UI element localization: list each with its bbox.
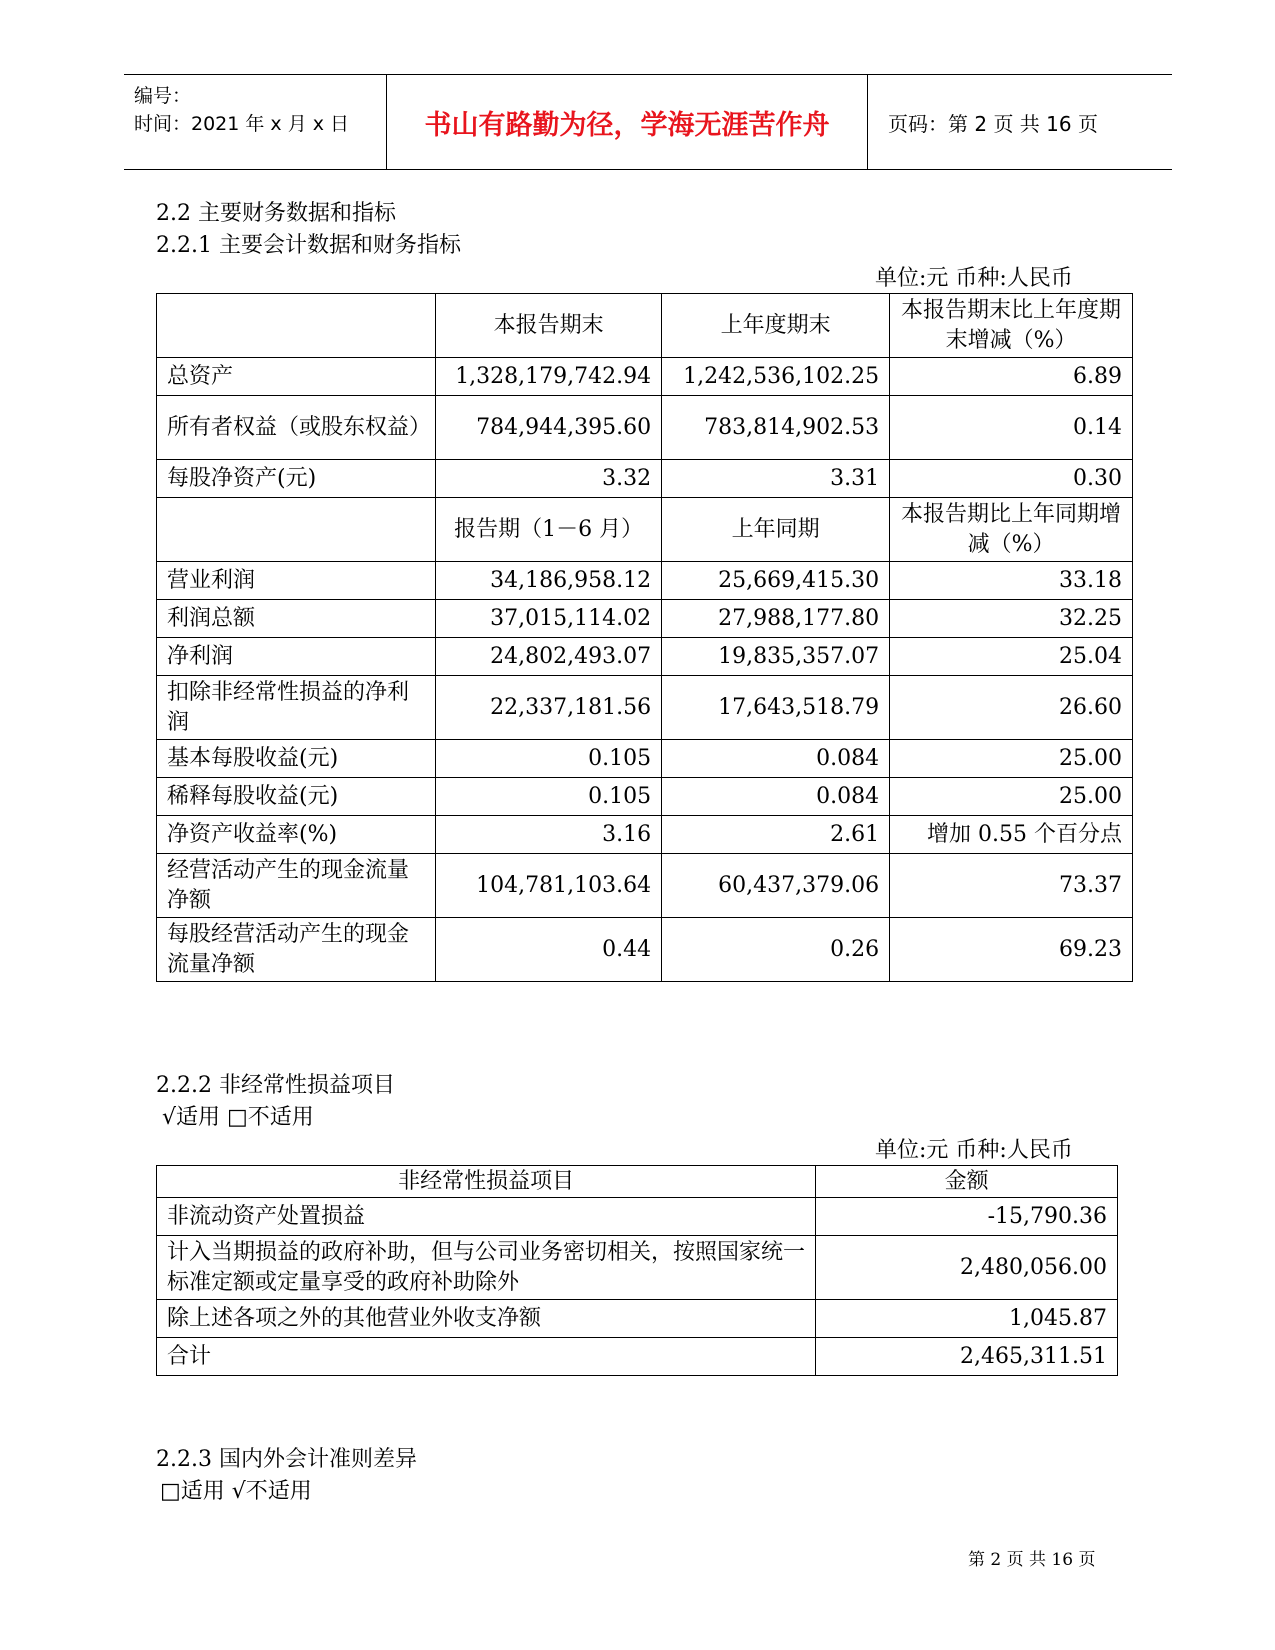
table-row xyxy=(157,638,1133,676)
applicability-2-2-2: √适用 □不适用 xyxy=(162,1105,314,1130)
value-cell: 17,643,518.79 xyxy=(662,676,890,740)
row-label-cell: 营业利润 xyxy=(157,562,436,600)
value-cell: 26.60 xyxy=(890,676,1133,740)
unit-note-1: 单位:元 币种:人民币 xyxy=(875,266,1073,291)
table-header-cell: 非经常性损益项目 xyxy=(157,1166,816,1198)
value-cell: 104,781,103.64 xyxy=(436,854,662,918)
value-cell: 0.084 xyxy=(662,740,890,778)
document-header xyxy=(124,74,1172,170)
table-header-cell: 上年度期末 xyxy=(662,294,890,358)
table-row xyxy=(157,460,1133,498)
row-label-cell: 除上述各项之外的其他营业外收支净额 xyxy=(157,1300,816,1338)
value-cell: 37,015,114.02 xyxy=(436,600,662,638)
value-cell: 19,835,357.07 xyxy=(662,638,890,676)
table-header-cell xyxy=(157,294,436,358)
table-row xyxy=(157,562,1133,600)
row-label-cell: 净资产收益率(%) xyxy=(157,816,436,854)
value-cell: 25.00 xyxy=(890,778,1133,816)
table-row xyxy=(157,396,1133,460)
table-row xyxy=(157,1236,1118,1300)
value-cell: 3.16 xyxy=(436,816,662,854)
table-header-cell: 本报告期比上年同期增减（%） xyxy=(890,498,1133,562)
row-label-cell: 基本每股收益(元) xyxy=(157,740,436,778)
table-row xyxy=(157,358,1133,396)
row-label-cell: 总资产 xyxy=(157,358,436,396)
value-cell: 34,186,958.12 xyxy=(436,562,662,600)
table-row xyxy=(157,816,1133,854)
applicability-2-2-3: □适用 √不适用 xyxy=(160,1479,312,1504)
table-header-cell: 报告期（1－6 月） xyxy=(436,498,662,562)
value-cell: 0.084 xyxy=(662,778,890,816)
header-motto: 书山有路勤为径，学海无涯苦作舟 xyxy=(387,75,868,169)
row-label-cell: 每股净资产(元) xyxy=(157,460,436,498)
row-label-cell: 所有者权益（或股东权益） xyxy=(157,396,436,460)
value-cell: 0.30 xyxy=(890,460,1133,498)
row-label-cell: 非流动资产处置损益 xyxy=(157,1198,816,1236)
value-cell: 3.31 xyxy=(662,460,890,498)
value-cell: 3.32 xyxy=(436,460,662,498)
table-row xyxy=(157,778,1133,816)
page-footer: 第 2 页 共 16 页 xyxy=(968,1550,1096,1570)
value-cell: 73.37 xyxy=(890,854,1133,918)
main-financial-table xyxy=(156,293,1133,982)
row-label-cell: 经营活动产生的现金流量净额 xyxy=(157,854,436,918)
table-row xyxy=(157,676,1133,740)
value-cell: 1,328,179,742.94 xyxy=(436,358,662,396)
row-label-cell: 净利润 xyxy=(157,638,436,676)
value-cell: 1,242,536,102.25 xyxy=(662,358,890,396)
value-cell: 33.18 xyxy=(890,562,1133,600)
doc-number-label: 编号： xyxy=(134,85,192,107)
value-cell: 1,045.87 xyxy=(816,1300,1118,1338)
table-header-row xyxy=(157,294,1133,358)
section-heading-2-2: 2.2 主要财务数据和指标 xyxy=(156,201,396,226)
table-row xyxy=(157,1338,1118,1376)
value-cell: 25.04 xyxy=(890,638,1133,676)
value-cell: 2,480,056.00 xyxy=(816,1236,1118,1300)
value-cell: 2,465,311.51 xyxy=(816,1338,1118,1376)
value-cell: 784,944,395.60 xyxy=(436,396,662,460)
table-row xyxy=(157,854,1133,918)
nonrecurring-items-table xyxy=(156,1165,1118,1376)
value-cell: 783,814,902.53 xyxy=(662,396,890,460)
value-cell: 27,988,177.80 xyxy=(662,600,890,638)
row-label-cell: 计入当期损益的政府补助，但与公司业务密切相关，按照国家统一标准定额或定量享受的政府补助除外 xyxy=(157,1236,816,1300)
table-header-cell: 本报告期末比上年度期末增减（%） xyxy=(890,294,1133,358)
section-heading-2-2-1: 2.2.1 主要会计数据和财务指标 xyxy=(156,233,461,258)
value-cell: 60,437,379.06 xyxy=(662,854,890,918)
header-page-label: 页码：第 2 页 共 16 页 xyxy=(888,111,1098,136)
table-row xyxy=(157,1198,1118,1236)
table-header-cell: 本报告期末 xyxy=(436,294,662,358)
section-heading-2-2-2: 2.2.2 非经常性损益项目 xyxy=(156,1073,395,1098)
value-cell: 0.14 xyxy=(890,396,1133,460)
value-cell: 0.44 xyxy=(436,918,662,982)
table-row xyxy=(157,918,1133,982)
table-row xyxy=(157,600,1133,638)
table-header-cell xyxy=(157,498,436,562)
value-cell: 2.61 xyxy=(662,816,890,854)
doc-time-label: 时间：2021 年 x 月 x 日 xyxy=(134,113,350,135)
row-label-cell: 合计 xyxy=(157,1338,816,1376)
table-header-row xyxy=(157,1166,1118,1198)
value-cell: -15,790.36 xyxy=(816,1198,1118,1236)
value-cell: 6.89 xyxy=(890,358,1133,396)
value-cell: 24,802,493.07 xyxy=(436,638,662,676)
table-row xyxy=(157,740,1133,778)
row-label-cell: 稀释每股收益(元) xyxy=(157,778,436,816)
value-cell: 增加 0.55 个百分点 xyxy=(890,816,1133,854)
value-cell: 0.105 xyxy=(436,740,662,778)
row-label-cell: 扣除非经常性损益的净利润 xyxy=(157,676,436,740)
value-cell: 32.25 xyxy=(890,600,1133,638)
value-cell: 25,669,415.30 xyxy=(662,562,890,600)
value-cell: 0.105 xyxy=(436,778,662,816)
section-heading-2-2-3: 2.2.3 国内外会计准则差异 xyxy=(156,1447,417,1472)
table-header-row xyxy=(157,498,1133,562)
value-cell: 69.23 xyxy=(890,918,1133,982)
table-header-cell: 上年同期 xyxy=(662,498,890,562)
table-row xyxy=(157,1300,1118,1338)
table-header-cell: 金额 xyxy=(816,1166,1118,1198)
value-cell: 0.26 xyxy=(662,918,890,982)
row-label-cell: 利润总额 xyxy=(157,600,436,638)
unit-note-2: 单位:元 币种:人民币 xyxy=(875,1138,1073,1163)
value-cell: 22,337,181.56 xyxy=(436,676,662,740)
row-label-cell: 每股经营活动产生的现金流量净额 xyxy=(157,918,436,982)
header-meta-cell xyxy=(124,75,387,169)
value-cell: 25.00 xyxy=(890,740,1133,778)
